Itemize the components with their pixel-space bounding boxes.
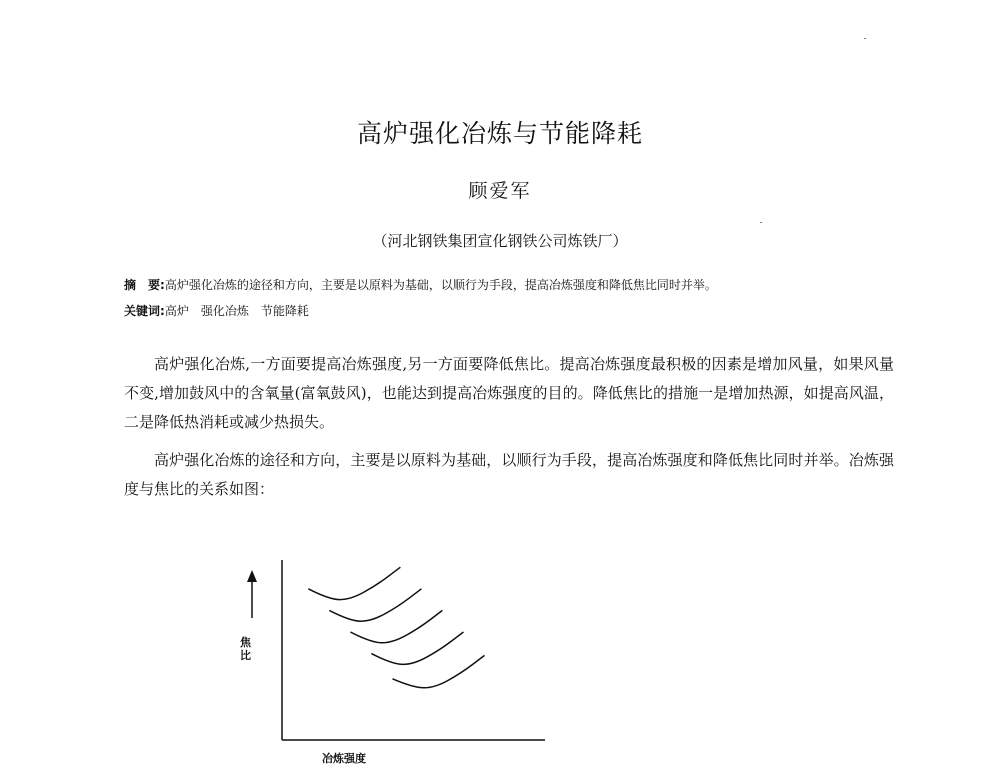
series-curve-5 bbox=[393, 655, 485, 687]
series-curve-4 bbox=[371, 632, 463, 664]
keywords-line bbox=[124, 302, 309, 319]
series-curve-3 bbox=[350, 610, 442, 642]
author-name: 顾爱军 bbox=[468, 180, 532, 202]
series-group bbox=[308, 567, 484, 688]
abstract-label: 摘 要: bbox=[124, 278, 165, 292]
series-curve-2 bbox=[329, 589, 421, 621]
body-paragraph-1: 高炉强化冶炼,一方面要提高冶炼强度,另一方面要降低焦比。提高冶炼强度最积极的因素是增加风量，如果风量不变,增加鼓风中的含氧量(富氧鼓风)，也能达到提高冶炼强度的目的。降低焦比的措施一是增加热源，如提高风温，二是降低热消耗或减少热损失。 bbox=[124, 355, 894, 431]
y-direction-arrowhead bbox=[247, 570, 257, 582]
affiliation: （河北钢铁集团宣化钢铁公司炼铁厂） bbox=[372, 232, 628, 250]
series-curve-1 bbox=[308, 567, 400, 599]
x-axis-label: 冶炼强度 bbox=[322, 752, 366, 765]
chart-svg bbox=[200, 540, 580, 760]
abstract-line bbox=[124, 276, 717, 293]
scan-speck bbox=[864, 38, 866, 39]
y-axis-label: 焦比 bbox=[240, 636, 251, 662]
paper-title: 高炉强化冶炼与节能降耗 bbox=[356, 119, 643, 148]
scan-speck bbox=[760, 222, 762, 223]
body-paragraph-2: 高炉强化冶炼的途径和方向，主要是以原料为基础，以顺行为手段，提高冶炼强度和降低焦比同时并举。冶炼强度与焦比的关系如图： bbox=[124, 451, 894, 498]
keywords-text: 高炉 强化冶炼 节能降耗 bbox=[164, 304, 309, 318]
keywords-label: 关键词: bbox=[124, 304, 165, 318]
coke-ratio-figure bbox=[200, 540, 580, 765]
abstract-text: 高炉强化冶炼的途径和方向，主要是以原料为基础，以顺行为手段，提高冶炼强度和降低焦比同时并举。 bbox=[164, 278, 717, 292]
